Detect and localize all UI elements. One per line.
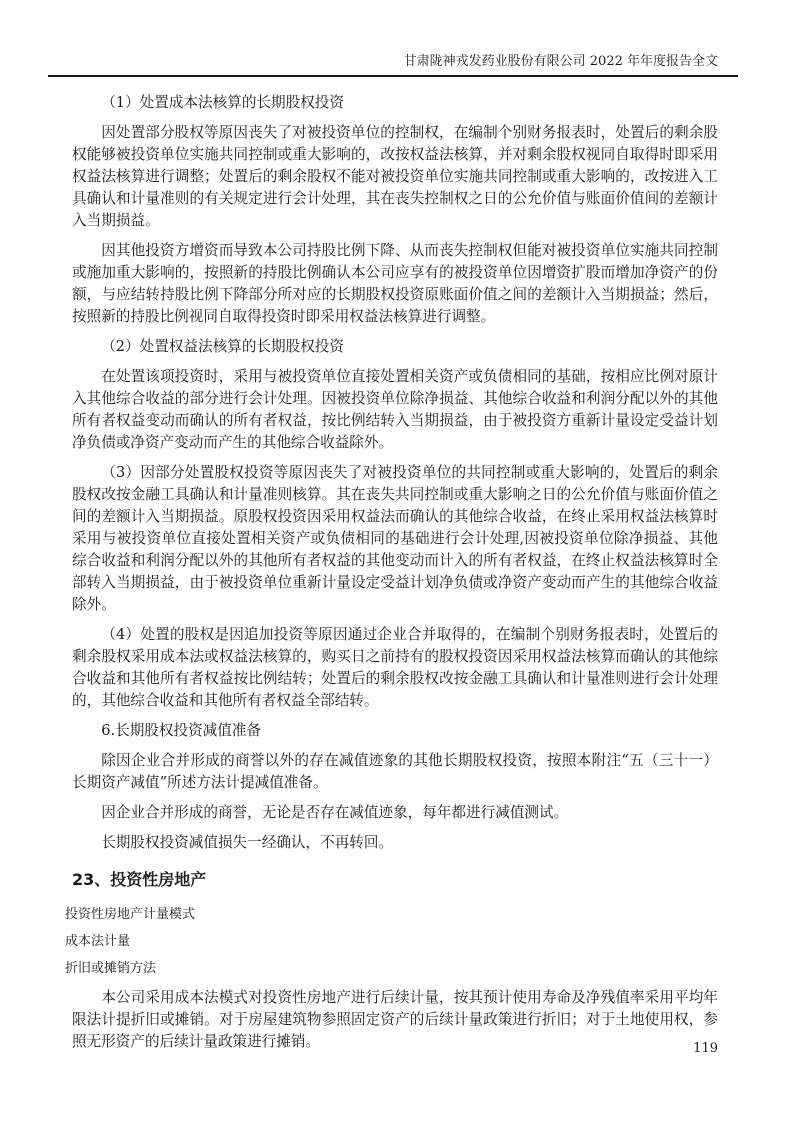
page-header	[72, 54, 718, 77]
report-header-title: 甘肃陇神戎发药业股份有限公司 2022 年年度报告全文	[403, 54, 718, 69]
body-paragraph: 本公司采用成本法模式对投资性房地产进行后续计量，按其预计使用寿命及净残值率采用平均年限法计提折旧或摊销。对于房屋建筑物参照固定资产的后续计量政策进行折旧；对于土地使用权，参照无形资产的后续计量政策进行摊销。	[72, 989, 718, 1050]
disclosure-label: 投资性房地产计量模式	[65, 907, 196, 922]
page-number: 119	[693, 1041, 718, 1056]
disclosure-label: 折旧或摊销方法	[65, 961, 157, 976]
section-heading: 23、投资性房地产	[72, 870, 207, 889]
body-paragraph: 因企业合并形成的商誉，无论是否存在减值迹象，每年都进行减值测试。	[101, 804, 569, 821]
body-paragraph: 因处置部分股权等原因丧失了对被投资单位的控制权，在编制个别财务报表时，处置后的剩余股权能够被投资单位实施共同控制或重大影响的，改按权益法核算，并对剩余股权视同自取得时即采用权益法核算进行调整；处置后的剩余股权不能对被投资单位实施共同控制或重大影响的，改按进入工具确认和计量准则的有关规定进行会计处理，其在丧失控制权之日的公允价值与账面价值间的差额计入当期损益。	[72, 124, 718, 229]
header-divider	[48, 75, 738, 77]
clause-heading: 6.长期股权投资减值准备	[101, 722, 262, 739]
document-body	[65, 92, 718, 1053]
body-paragraph: 在处置该项投资时，采用与被投资单位直接处置相关资产或负债相同的基础，按相应比例对原计入其他综合收益的部分进行会计处理。因被投资单位除净损益、其他综合收益和利润分配以外的其他所有者权益变动而确认的所有者权益，按比例结转入当期损益，由于被投资方重新计量设定受益计划净负债或净资产变动而产生的其他综合收益除外。	[72, 368, 718, 451]
clause-heading: （1）处置成本法核算的长期股权投资	[101, 94, 344, 111]
body-paragraph: 因其他投资方增资而导致本公司持股比例下降、从而丧失控制权但能对被投资单位实施共同控制或施加重大影响的，按照新的持股比例确认本公司应享有的被投资单位因增资扩股而增加净资产的份额，与应结转持股比例下降部分所对应的长期股权投资原账面价值之间的差额计入当期损益；然后，按照新的持股比例视同自取得投资时即采用权益法核算进行调整。	[72, 242, 718, 325]
disclosure-label: 成本法计量	[65, 934, 131, 949]
body-paragraph: 除因企业合并形成的商誉以外的存在减值迹象的其他长期股权投资，按照本附注“五（三十一）长期资产减值”所述方法计提减值准备。	[72, 752, 718, 791]
body-paragraph: 长期股权投资减值损失一经确认，不再转回。	[101, 834, 394, 851]
clause-heading: （2）处置权益法核算的长期股权投资	[101, 338, 344, 355]
body-paragraph: （4）处置的股权是因追加投资等原因通过企业合并取得的，在编制个别财务报表时，处置后的剩余股权采用成本法或权益法核算的，购买日之前持有的股权投资因采用权益法核算而确认的其他综合收益和其他所有者权益按比例结转；处置后的剩余股权改按金融工具确认和计量准则进行会计处理的，其他综合收益和其他所有者权益全部结转。	[72, 626, 718, 709]
body-paragraph: （3）因部分处置股权投资等原因丧失了对被投资单位的共同控制或重大影响的，处置后的剩余股权改按金融工具确认和计量准则核算。其在丧失共同控制或重大影响之日的公允价值与账面价值之间的差额计入当期损益。原股权投资因采用权益法而确认的其他综合收益，在终止采用权益法核算时采用与被投资单位直接处置相关资产或负债相同的基础进行会计处理,因被投资单位除净损益、其他综合收益和利润分配以外的其他所有者权益的其他变动而计入的所有者权益，在终止权益法核算时全部转入当期损益，由于被投资单位重新计量设定受益计划净负债或净资产变动而产生的其他综合收益除外。	[72, 464, 718, 613]
